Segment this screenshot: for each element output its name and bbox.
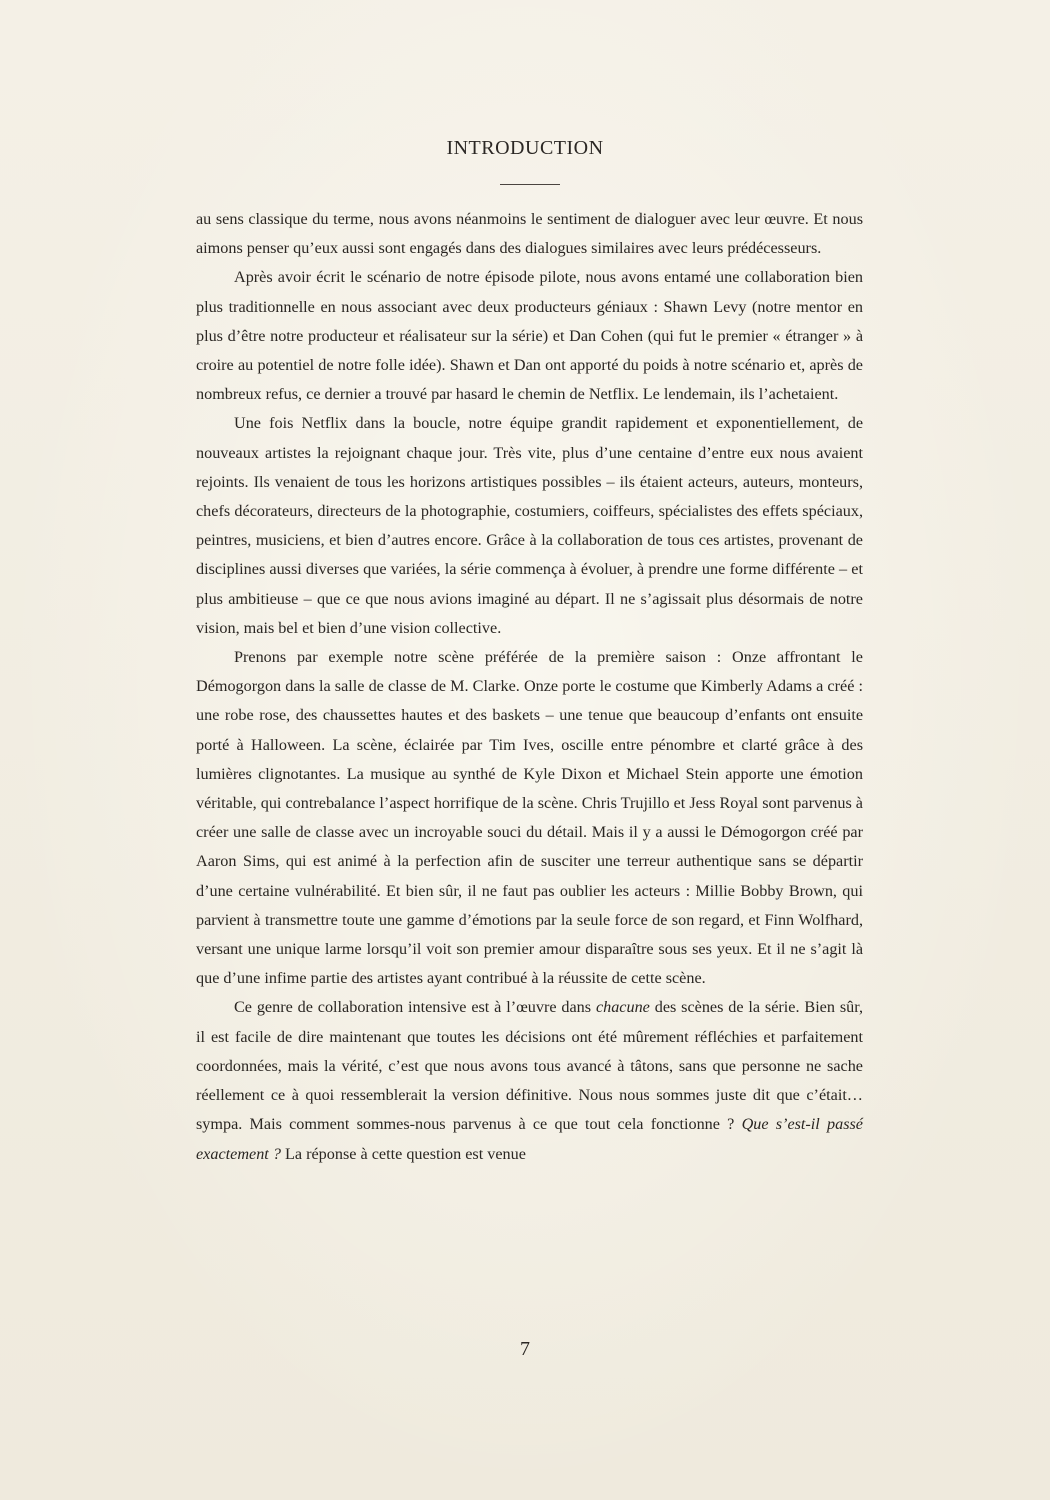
paragraph-5-text-e: La réponse à cette question est venue (280, 1144, 526, 1163)
running-head: INTRODUCTION (446, 137, 604, 159)
body-text (196, 205, 863, 1169)
paragraph-3: Une fois Netflix dans la boucle, notre équipe grandit rapidement et exponentiellement, de nouveaux artistes la rejoignant chaque jour. Très vite, plus d’une centaine d’entre eux nous avaient rejoints. Ils venaient de tous les horizons artistiques possibles – ils étaient acteurs, auteurs, monteurs, chefs décorateurs, directeurs de la photographie, costumiers, coiffeurs, spécialistes des effets spéciaux, peintres, musiciens, et bien d’autres encore. Grâce à la collaboration de tous ces artistes, provenant de disciplines aussi diverses que variées, la série commença à évoluer, à prendre une forme différente – et plus ambitieuse – que ce que nous avions imaginé au départ. Il ne s’agissait plus désormais de notre vision, mais bel et bien d’une vision collective. (196, 414, 863, 637)
page-number: 7 (520, 1338, 530, 1360)
paragraph-5 (196, 993, 863, 1168)
paragraph-5-text-c: des scènes de la série. Bien sûr, il est facile de dire maintenant que toutes les décisions ont été mûrement réfléchies et parfaitement coordonnées, mais la vérité, c’est que nous avons tous avancé à tâtons, sans que personne ne sache réellement ce à quoi ressemblerait la version définitive. Nous nous sommes juste dit que c’était… sympa. Mais comment sommes-nous parvenus à ce que tout cela fonctionne ? (196, 998, 864, 1134)
paragraph-1: au sens classique du terme, nous avons néanmoins le sentiment de dialoguer avec leur œuvre. Et nous aimons penser qu’eux aussi sont engagés dans des dialogues similaires avec leurs prédécesseurs. (196, 210, 863, 258)
paragraph-5-emphasis-question: Que s’est-il passé exactement ? (196, 1115, 863, 1163)
paragraph-2: Après avoir écrit le scénario de notre épisode pilote, nous avons entamé une collaboration bien plus traditionnelle en nous associant avec deux producteurs géniaux : Shawn Levy (notre mentor en plus d’être notre producteur et réalisateur sur la série) et Dan Cohen (qui fut le premier « étranger » à croire au potentiel de notre folle idée). Shawn et Dan ont apporté du poids à notre scénario et, après de nombreux refus, ce dernier a trouvé par hasard le chemin de Netflix. Le lendemain, ils l’achetaient. (196, 268, 863, 404)
paragraph-4: Prenons par exemple notre scène préférée de la première saison : Onze affrontant le Démogorgon dans la salle de classe de M. Clarke. Onze porte le costume que Kimberly Adams a créé : une robe rose, des chaussettes hautes et des baskets – une tenue que beaucoup d’enfants ont ensuite porté à Halloween. La scène, éclairée par Tim Ives, oscille entre pénombre et clarté grâce à des lumières clignotantes. La musique au synthé de Kyle Dixon et Michael Stein apporte une émotion véritable, qui contrebalance l’aspect horrifique de la scène. Chris Trujillo et Jess Royal sont parvenus à créer une salle de classe avec un incroyable souci du détail. Mais il y a aussi le Démogorgon créé par Aaron Sims, qui est animé à la perfection afin de susciter une terreur authentique sans se départir d’une certaine vulnérabilité. Et bien sûr, il ne faut pas oublier les acteurs : Millie Bobby Brown, qui parvient à transmettre toute une gamme d’émotions par la seule force de son regard, et Finn Wolfhard, versant une unique larme lorsqu’il voit son premier amour disparaître sous ses yeux. Et il ne s’agit là que d’une infime partie des artistes ayant contribué à la réussite de cette scène. (196, 648, 863, 988)
paragraph-5-text-a: Ce genre de collaboration intensive est à l’œuvre dans (234, 998, 596, 1017)
header-rule-divider (500, 184, 560, 185)
paragraph-5-emphasis-chacune: chacune (595, 998, 650, 1017)
